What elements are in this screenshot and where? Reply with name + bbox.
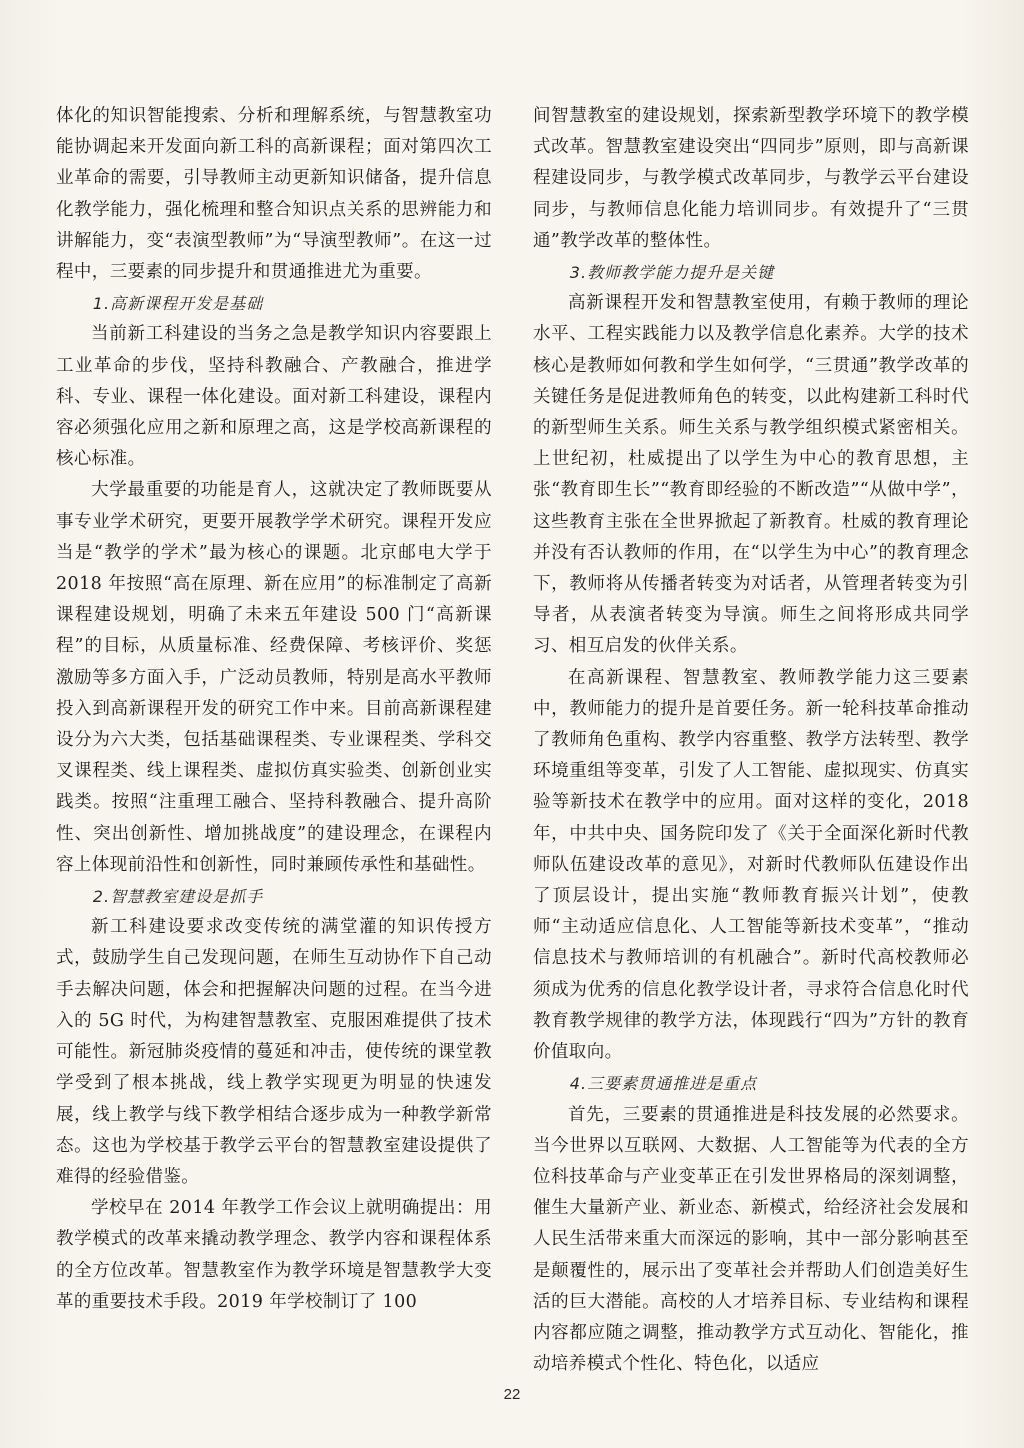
paragraph: 大学最重要的功能是育人，这就决定了教师既要从事专业学术研究，更要开展教学学术研究。课程开发应当是“教学的学术”最为核心的课题。北京邮电大学于 2018 年按照“高在原理、新在应用”的标准制定了高新课程建设规划，明确了未来五年建设 500 门“高新课程”的目标，从质量标准、经费保障、考核评价、奖惩激励等多方面入手，广泛动员教师，特别是高水平教师投入到高新课程开发的研究工作中来。目前高新课程建设分为六大类，包括基础课程类、专业课程类、学科交叉课程类、线上课程类、虚拟仿真实验类、创新创业实践类。按照“注重理工融合、坚持科教融合、提升高阶性、突出创新性、增加挑战度”的建设理念，在课程内容上体现前沿性和创新性，同时兼顾传承性和基础性。 [56,480,492,875]
paragraph-continued: 体化的知识智能搜索、分析和理解系统，与智慧教室功能协调起来开发面向新工科的高新课程；面对第四次工业革命的需要，引导教师主动更新知识储备，提升信息化教学能力，强化梳理和整合知识点关系的思辨能力和讲解能力，变“表演型教师”为“导演型教师”。在这一过程中，三要素的同步提升和贯通推进尤为重要。 [56,106,492,283]
section-heading-1: 1.高新课程开发是基础 [92,294,264,314]
paragraph: 首先，三要素的贯通推进是科技发展的必然要求。当今世界以互联网、大数据、人工智能等为代表的全方位科技革命与产业变革正在引发世界格局的深刻调整，催生大量新产业、新业态、新模式，给经济社会发展和人民生活带来重大而深远的影响，其中一部分影响甚至是颠覆性的，展示出了变革社会并帮助人们创造美好生活的巨大潜能。高校的人才培养目标、专业结构和课程内容都应随之调整，推动教学方式互动化、智能化，推动培养模式个性化、特色化，以适应 [533,1104,969,1375]
paragraph: 学校早在 2014 年教学工作会议上就明确提出：用教学模式的改革来撬动教学理念、教学内容和课程体系的全方位改革。智慧教室作为教学环境是智慧教学大变革的重要技术手段。2019 年学校制订了 100 [56,1198,492,1312]
paragraph: 新工科建设要求改变传统的满堂灌的知识传授方式，鼓励学生自己发现问题，在师生互动协作下自己动手去解决问题，体会和把握解决问题的过程。在当今进入的 5G 时代，为构建智慧教室、克服困难提供了技术可能性。新冠肺炎疫情的蔓延和冲击，使传统的课堂教学受到了根本挑战，线上教学实现更为明显的快速发展，线上教学与线下教学相结合逐步成为一种教学新常态。这也为学校基于教学云平台的智慧教室建设提供了难得的经验借鉴。 [56,917,492,1187]
right-column [533,101,969,1380]
paragraph-continued: 间智慧教室的建设规划，探索新型教学环境下的教学模式改革。智慧教室建设突出“四同步”原则，即与高新课程建设同步，与教学模式改革同步，与教学云平台建设同步，与教师信息化能力培训同步。有效提升了“三贯通”教学改革的整体性。 [533,106,969,251]
paragraph: 在高新课程、智慧教室、教师教学能力这三要素中，教师能力的提升是首要任务。新一轮科技革命推动了教师角色重构、教学内容重整、教学方法转型、教学环境重组等变革，引发了人工智能、虚拟现实、仿真实验等新技术在教学中的应用。面对这样的变化，2018 年，中共中央、国务院印发了《关于全面深化新时代教师队伍建设改革的意见》，对新时代教师队伍建设作出了顶层设计，提出实施“教师教育振兴计划”，使教师“主动适应信息化、人工智能等新技术变革”，“推动信息技术与教师培训的有机融合”。新时代高校教师必须成为优秀的信息化教学设计者，寻求符合信息化时代教育教学规律的教学方法，体现践行“四为”方针的教育价值取向。 [533,667,969,1063]
paragraph: 高新课程开发和智慧教室使用，有赖于教师的理论水平、工程实践能力以及教学信息化素养。大学的技术核心是教师如何教和学生如何学，“三贯通”教学改革的关键任务是促进教师角色的转变，以此构建新工科时代的新型师生关系。师生关系与教学组织模式紧密相关。上世纪初，杜威提出了以学生为中心的教育思想，主张“教育即生长”“教育即经验的不断改造”“从做中学”，这些教育主张在全世界掀起了新教育。杜威的教育理论并没有否认教师的作用，在“以学生为中心”的教育理念下，教师将从传播者转变为对话者，从管理者转变为引导者，从表演者转变为导演。师生之间将形成共同学习、相互启发的伙伴关系。 [533,293,969,657]
section-heading-2: 2.智慧教室建设是抓手 [92,887,264,907]
page-number: 22 [503,1386,521,1403]
section-heading-3: 3.教师教学能力提升是关键 [569,263,775,283]
left-column [56,101,492,1318]
section-heading-4: 4.三要素贯通推进是重点 [569,1074,758,1094]
paragraph: 当前新工科建设的当务之急是教学知识内容要跟上工业革命的步伐，坚持科教融合、产教融合，推进学科、专业、课程一体化建设。面对新工科建设，课程内容必须强化应用之新和原理之高，这是学校高新课程的核心标准。 [56,324,492,470]
